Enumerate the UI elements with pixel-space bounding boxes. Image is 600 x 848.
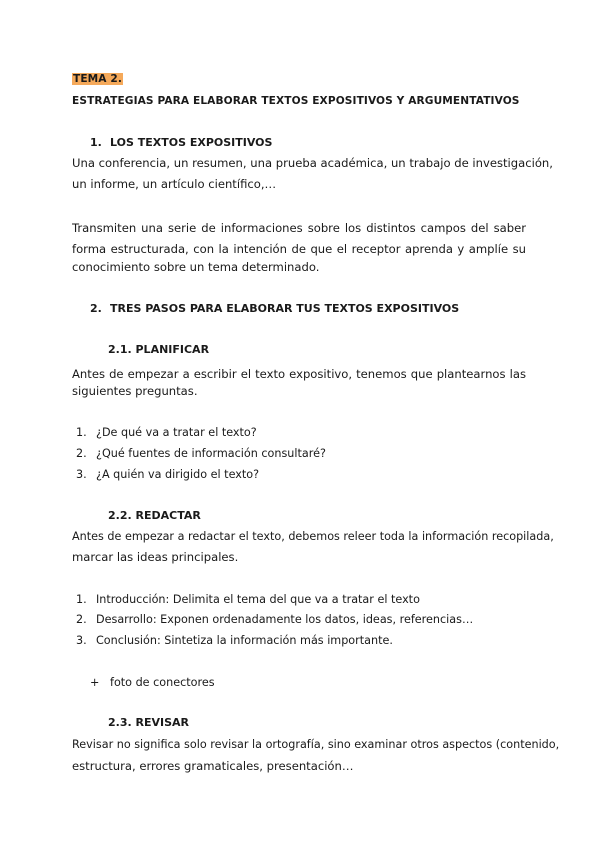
tema-highlight: TEMA 2. [73, 73, 122, 85]
list-item [76, 634, 393, 647]
section-1-heading [90, 136, 272, 149]
subsection-2-3-heading: 2.3. REVISAR [108, 716, 189, 729]
s21-line-2: siguientes preguntas. [72, 384, 198, 398]
list-item-number: 3. [76, 634, 87, 647]
list-item-text: ¿De qué va a tratar el texto? [96, 426, 257, 439]
document-title: ESTRATEGIAS PARA ELABORAR TEXTOS EXPOSITIVOS Y ARGUMENTATIVOS [72, 95, 520, 107]
list-item [76, 426, 257, 439]
list-item [76, 447, 326, 460]
section-1-number: 1. [90, 136, 102, 149]
list-item-number: 3. [76, 468, 87, 481]
s1-paragraph-2-line-2: forma estructurada, con la intención de que el receptor aprenda y amplíe su [72, 242, 526, 256]
s23-line-1: Revisar no significa solo revisar la ortografía, sino examinar otros aspectos (contenido, [72, 738, 560, 751]
list-item [76, 613, 473, 626]
s1-paragraph-2-line-3: conocimiento sobre un tema determinado. [72, 260, 320, 274]
list-item-number: 2. [76, 613, 87, 626]
s1-paragraph-1-line-2: un informe, un artículo científico,… [72, 177, 277, 191]
list-item [76, 468, 259, 481]
tema-label [72, 73, 123, 85]
list-item-text: Desarrollo: Exponen ordenadamente los datos, ideas, referencias… [96, 613, 474, 626]
list-item-number: 2. [76, 447, 87, 460]
s1-paragraph-2-line-1: Transmiten una serie de informaciones sobre los distintos campos del saber [72, 221, 526, 235]
section-2-heading [90, 302, 459, 315]
s22-line-2: marcar las ideas principales. [72, 550, 239, 564]
s21-line-1: Antes de empezar a escribir el texto expositivo, tenemos que plantearnos las [72, 367, 526, 381]
s22-line-1: Antes de empezar a redactar el texto, debemos releer toda la información recopilada, [72, 530, 554, 543]
s1-paragraph-1-line-1: Una conferencia, un resumen, una prueba académica, un trabajo de investigación, [72, 156, 553, 170]
section-2-number: 2. [90, 302, 102, 315]
list-item-text: Introducción: Delimita el tema del que va a tratar el texto [96, 593, 420, 606]
subsection-2-1-heading: 2.1. PLANIFICAR [108, 343, 210, 356]
section-1-title: LOS TEXTOS EXPOSITIVOS [110, 136, 273, 149]
connectors-note-text: foto de conectores [110, 676, 215, 689]
connectors-note [90, 676, 215, 689]
s23-line-2: estructura, errores gramaticales, presentación… [72, 759, 354, 773]
list-item-text: Conclusión: Sintetiza la información más importante. [96, 634, 393, 647]
section-2-title: TRES PASOS PARA ELABORAR TUS TEXTOS EXPOSITIVOS [110, 302, 460, 315]
subsection-2-2-heading: 2.2. REDACTAR [108, 509, 201, 522]
list-item-number: 1. [76, 593, 87, 606]
list-item-number: 1. [76, 426, 87, 439]
list-item-text: ¿A quién va dirigido el texto? [96, 468, 260, 481]
list-item [76, 593, 420, 606]
plus-bullet-icon: + [90, 676, 100, 689]
list-item-text: ¿Qué fuentes de información consultaré? [96, 447, 326, 460]
